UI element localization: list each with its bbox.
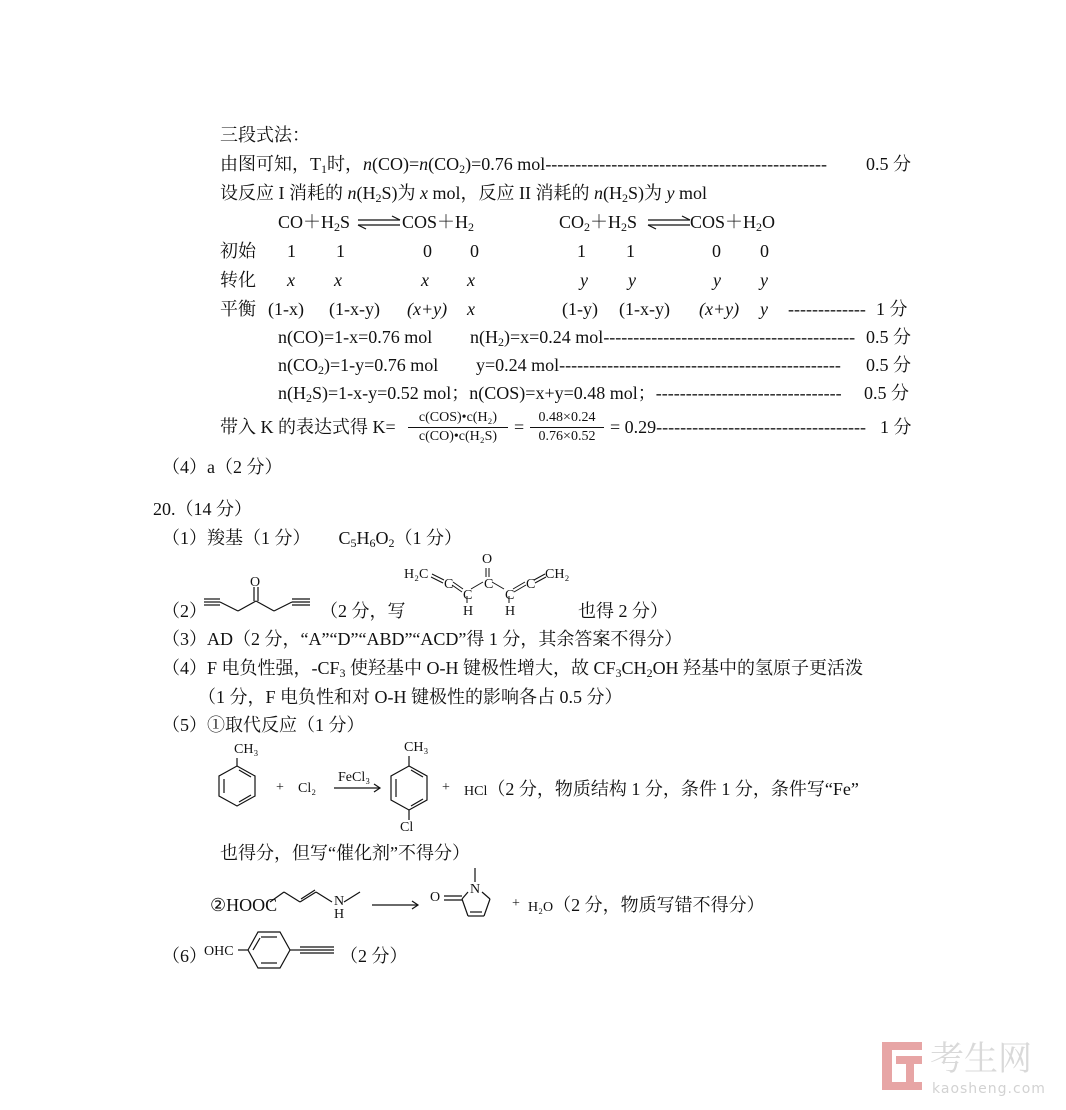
ohc: OHC [204,944,234,959]
row-cell: (1-y) [562,299,598,319]
atom-h: H [334,907,345,922]
kaosheng-logo-icon [882,1042,926,1090]
atom-ch2: CH₂ [545,567,570,582]
score: 0.5 分 [864,383,909,403]
equation-1-right: $COS+H_2$ [402,212,475,234]
pyrrolone-ring-icon [440,864,510,924]
score: 1 分 [880,417,912,437]
k-prefix: 带入 K 的表达式得 K= [220,417,396,437]
p5-note: HCl（2 分，物质结构 1 分，条件 1 分，条件写“Fe” [464,779,859,799]
atom-c: C [526,577,536,592]
catalyst: FeCl₃ [338,770,371,785]
row-cell: (x+y) [407,299,448,319]
p5-note2: 也得分，但写“催化剂”不得分） [220,843,470,863]
row-label: 初始 [220,241,256,261]
chlorotoluene-ring-icon [384,756,434,822]
equation-2-right: $COS+H_2O$ [690,212,776,234]
atom-o: O [482,552,493,567]
watermark-url: kaosheng.com [932,1081,1046,1097]
row-cell: 1 [336,241,345,261]
row-cell: 0 [760,241,769,261]
reaction-arrow-icon [334,783,382,793]
atom-n: N [334,894,345,909]
row-cell: y [628,270,636,290]
atom-c: C [505,588,515,603]
q20-p6-label: （6） [162,946,207,966]
score: 1 分 [876,299,908,319]
q20-p4-line2: （1 分，F 电负性和对 O-H 键极性的影响各占 0.5 分） [198,687,623,707]
plus: + [442,780,450,795]
k-fraction-symbolic: c(COS)•c(H₂) c(CO)•c(H₂S) [408,410,508,445]
row-cell: 1 [287,241,296,261]
plus: + [276,780,284,795]
row-label: 平衡 [220,299,256,319]
q20-p1: （1）羧基（1 分） $C_5H_6O_2(1$ 分） [162,528,463,550]
amino-acid-chain-icon [270,880,370,914]
score: 0.5 分 [866,355,911,375]
row-cell: 1 [577,241,586,261]
row-cell: 1 [626,241,635,261]
row-cell: 0 [712,241,721,261]
row-cell: x [467,299,475,319]
q20-p2-note: （2 分，写 [320,601,406,621]
atom-h: H [463,604,474,619]
ethynyl-benzaldehyde-icon [238,926,350,972]
atom-h: H [505,604,516,619]
atom-h2c: H₂C [404,567,429,582]
reaction-arrow-icon [372,900,420,910]
dashes: ------------- [788,299,866,319]
q20-p5-label: （5）①取代反应（1 分） [162,715,365,735]
q20-p2-label: （2） [162,601,207,621]
score: 0.5 分 [866,327,911,347]
line-set-reaction: 设反应 I 消耗的 $n(H_2S)$为 x mol，反应 II 消耗的 $n(H_2S)$为 y mol [220,183,708,205]
k-result: = 0.29----------------------------------- [610,417,866,437]
method-title: 三段式法： [220,125,310,145]
equation-1-left: $CO+H_2S$ [278,212,351,234]
equation-2-left: $CO_2+H_2S$ [559,212,638,234]
atom-n: N [470,882,481,897]
row-cell: x [287,270,295,290]
q20-p4: （4）F 电负性强，$-CF_3$ 使羟基中 O-H 键极性增大，故 $CF_3CH_2OH$ 羟基中的氢原子更活泼 [162,658,864,680]
equals: = [514,417,525,437]
equilibrium-arrow-icon [646,216,692,230]
q20-p3: （3）AD（2 分，“A”“D”“ABD”“ACD”得 1 分，其余答案不得分） [162,629,683,649]
atom-c: C [444,577,454,592]
calc-y: y=0.24 mol----------------------------------------------- [476,355,841,375]
calc-nh2s: $n(H_2S)=1-x-y=0.52$ mol；n(COS)=x+y=0.48 mol；------------------------------- [278,383,842,405]
atom-o: O [430,890,441,905]
p5-note3: H₂O（2 分，物质写错不得分） [528,895,765,915]
calc-nco: n(CO)=1-x=0.76 mol [278,327,433,347]
row-cell: x [421,270,429,290]
row-cell: 0 [470,241,479,261]
row-cell: (1-x) [268,299,304,319]
row-cell: x [467,270,475,290]
score: 0.5 分 [866,154,911,174]
atom-ch3: CH₃ [234,742,259,757]
q20-p2-note2: 也得 2 分） [578,601,668,621]
k-fraction-numeric: 0.48×0.24 0.76×0.52 [530,410,604,445]
calc-nh2: $n(H_2)=x=0.24$ mol------------------------------------------ [470,327,856,349]
q20-p6-note: （2 分） [340,946,408,966]
row-cell: (1-x-y) [329,299,380,319]
atom-o: O [250,575,261,590]
q20-title: 20.（14 分） [153,499,252,519]
row-label: 转化 [220,270,256,290]
cl2: Cl₂ [298,781,317,796]
circle2-hooc: ②HOOC [210,895,278,915]
watermark-brand: 考生网 [930,1039,1032,1079]
row-cell: y [760,299,768,319]
toluene-ring-icon [212,758,262,808]
atom-cl: Cl [400,820,414,835]
row-cell: y [760,270,768,290]
line-nco: 由图可知，$T_1$时，$n(CO)=n(CO_2)=0.76$ mol----------------------------------------------- [220,154,828,176]
calc-nco2: $n(CO_2)=1-y=0.76$ mol [278,355,439,377]
equilibrium-arrow-icon [356,216,402,230]
atom-ch3: CH₃ [404,740,429,755]
atom-c: C [463,588,473,603]
allene-bonds-icon [400,560,580,610]
row-cell: (x+y) [699,299,740,319]
row-cell: y [580,270,588,290]
row-cell: x [334,270,342,290]
row-cell: (1-x-y) [619,299,670,319]
row-cell: y [713,270,721,290]
plus: + [512,896,520,911]
q4-answer: （4）a（2 分） [162,457,283,477]
atom-c: C [484,577,494,592]
row-cell: 0 [423,241,432,261]
